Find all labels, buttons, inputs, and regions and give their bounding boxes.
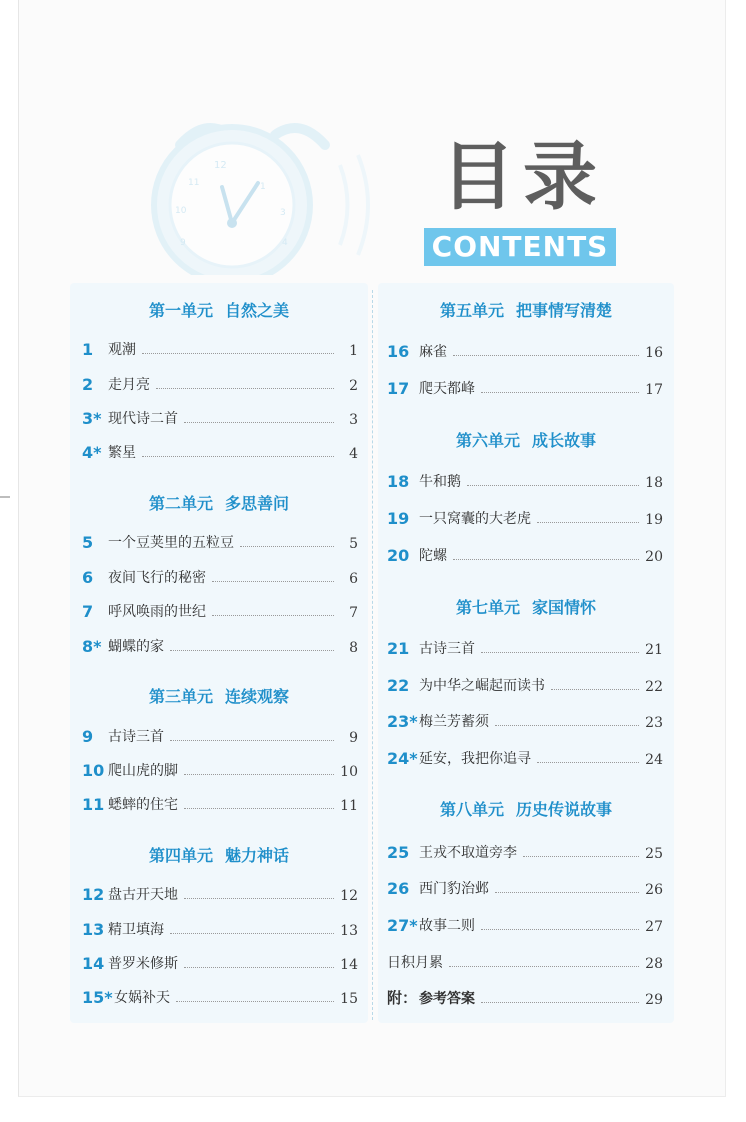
page-number: 11: [340, 798, 358, 814]
lesson-number: 6: [82, 568, 94, 587]
lesson-title: 爬山虎的脚: [108, 763, 178, 779]
toc-entry[interactable]: [82, 372, 358, 394]
lesson-title: 盘古开天地: [108, 887, 178, 903]
page-number: 20: [645, 549, 663, 565]
lesson-number: 24*: [387, 749, 418, 768]
page-edge-mark: [0, 496, 10, 498]
lesson-number: 27*: [387, 916, 418, 935]
unit-heading: [70, 684, 368, 707]
lesson-title: 一只窝囊的大老虎: [419, 511, 531, 527]
page-number: 22: [645, 679, 663, 695]
leader-dots: [212, 581, 334, 582]
lesson-number: 22: [387, 676, 410, 695]
lesson-title: 爬天都峰: [419, 381, 475, 397]
lesson-title: 陀螺: [419, 548, 447, 564]
lesson-title: 梅兰芳蓄须: [419, 714, 489, 730]
leader-dots: [184, 967, 334, 968]
unit-heading: [378, 595, 674, 618]
lesson-number: 1: [82, 340, 94, 359]
leader-dots: [170, 650, 334, 651]
toc-entry[interactable]: [82, 985, 358, 1007]
lesson-title: 普罗米修斯: [108, 956, 178, 972]
toc-entry[interactable]: [387, 339, 663, 361]
lesson-number: 9: [82, 727, 94, 746]
toc-entry[interactable]: [387, 506, 663, 528]
toc-entry[interactable]: [82, 758, 358, 780]
svg-text:4: 4: [282, 238, 288, 248]
page-number: 8: [349, 640, 358, 656]
leader-dots: [142, 456, 334, 457]
lesson-number: 12: [82, 885, 105, 904]
toc-entry[interactable]: [82, 917, 358, 939]
unit-heading: [378, 298, 674, 321]
lesson-number: 23*: [387, 712, 418, 731]
lesson-number: 8*: [82, 637, 102, 656]
lesson-number: 5: [82, 533, 94, 552]
lesson-title: 女娲补天: [114, 990, 170, 1006]
leader-dots: [170, 740, 334, 741]
lesson-title: 参考答案: [419, 991, 476, 1007]
page-number: 10: [340, 764, 358, 780]
leader-dots: [453, 355, 639, 356]
unit-title: 成长故事: [532, 431, 597, 450]
lesson-title: 夜间飞行的秘密: [108, 570, 206, 586]
page-number: 15: [340, 991, 358, 1007]
lesson-number: 15*: [82, 988, 113, 1007]
unit-heading: [70, 843, 368, 866]
page-number: 3: [349, 412, 358, 428]
svg-text:3: 3: [280, 208, 286, 218]
svg-text:12: 12: [214, 160, 227, 171]
unit-label: 第一单元: [148, 301, 213, 320]
svg-text:11: 11: [188, 178, 200, 188]
unit-title: 自然之美: [225, 301, 290, 320]
svg-text:9: 9: [180, 238, 186, 248]
leader-dots: [156, 388, 334, 389]
leader-dots: [184, 808, 334, 809]
unit-label: 第五单元: [439, 301, 504, 320]
lesson-title: 蝴蝶的家: [108, 639, 164, 655]
page-number: 5: [349, 536, 358, 552]
lesson-title: 为中华之崛起而读书: [419, 678, 545, 694]
unit-title: 多思善问: [225, 494, 290, 513]
column-divider: [372, 290, 373, 1020]
lesson-number: 2: [82, 375, 94, 394]
page-number: 17: [645, 382, 663, 398]
page-number: 16: [645, 345, 663, 361]
page-number: 18: [645, 475, 663, 491]
lesson-title: 现代诗二首: [108, 411, 178, 427]
lesson-title: 蟋蟀的住宅: [108, 797, 178, 813]
page-number: 4: [349, 446, 358, 462]
lesson-number: 21: [387, 639, 410, 658]
leader-dots: [523, 856, 639, 857]
leader-dots: [537, 762, 639, 763]
leader-dots: [467, 485, 639, 486]
unit-label: 第三单元: [148, 687, 213, 706]
toc-entry[interactable]: [387, 876, 663, 898]
lesson-title: 西门豹治邺: [419, 881, 489, 897]
leader-dots: [537, 522, 639, 523]
lesson-title: 麻雀: [419, 344, 447, 360]
lesson-number: 25: [387, 843, 410, 862]
toc-entry[interactable]: [387, 746, 663, 768]
leader-dots: [449, 966, 639, 967]
toc-entry[interactable]: [387, 709, 663, 731]
lesson-number: 3*: [82, 409, 102, 428]
unit-title: 连续观察: [225, 687, 290, 706]
lesson-number: 7: [82, 602, 94, 621]
lesson-number: 18: [387, 472, 410, 491]
lesson-title: 精卫填海: [108, 922, 164, 938]
leader-dots: [170, 933, 334, 934]
unit-label: 第七单元: [455, 598, 520, 617]
toc-entry[interactable]: [387, 636, 663, 658]
page-title: 目录: [441, 134, 605, 220]
page-subtitle-banner: CONTENTS: [424, 228, 616, 266]
lesson-number: 26: [387, 879, 410, 898]
toc-entry[interactable]: [82, 599, 358, 621]
toc-entry[interactable]: [387, 913, 663, 935]
lesson-number: 19: [387, 509, 410, 528]
lesson-number: 14: [82, 954, 105, 973]
page-number: 21: [645, 642, 663, 658]
lesson-title: 古诗三首: [419, 641, 475, 657]
page-number: 23: [645, 715, 663, 731]
page-number: 29: [645, 992, 663, 1008]
unit-title: 把事情写清楚: [516, 301, 613, 320]
leader-dots: [481, 652, 639, 653]
lesson-title: 古诗三首: [108, 729, 164, 745]
lesson-number: 17: [387, 379, 410, 398]
leader-dots: [212, 615, 334, 616]
svg-text:1: 1: [260, 182, 266, 192]
leader-dots: [481, 392, 639, 393]
page-number: 25: [645, 846, 663, 862]
page-number: 26: [645, 882, 663, 898]
toc-entry[interactable]: [82, 724, 358, 746]
page-number: 7: [349, 605, 358, 621]
lesson-number: 13: [82, 920, 105, 939]
lesson-number: 16: [387, 342, 410, 361]
toc-entry[interactable]: [82, 634, 358, 656]
lesson-title: 延安，我把你追寻: [419, 751, 531, 767]
page-number: 9: [349, 730, 358, 746]
toc-entry[interactable]: [387, 950, 663, 972]
lesson-title: 牛和鹅: [419, 474, 461, 490]
leader-dots: [184, 774, 334, 775]
svg-text:10: 10: [175, 206, 187, 216]
leader-dots: [453, 559, 639, 560]
lesson-title: 王戎不取道旁李: [419, 845, 517, 861]
toc-entry[interactable]: [82, 951, 358, 973]
page-number: 24: [645, 752, 663, 768]
toc-entry[interactable]: [82, 440, 358, 462]
page-number: 6: [349, 571, 358, 587]
lesson-title: 繁星: [108, 445, 136, 461]
lesson-number: 11: [82, 795, 105, 814]
leader-dots: [184, 898, 334, 899]
leader-dots: [495, 892, 639, 893]
lesson-title: 呼风唤雨的世纪: [108, 604, 206, 620]
toc-entry[interactable]: [387, 840, 663, 862]
unit-heading: [70, 491, 368, 514]
leader-dots: [551, 689, 639, 690]
toc-entry[interactable]: [387, 376, 663, 398]
page-number: 19: [645, 512, 663, 528]
page-number: 2: [349, 378, 358, 394]
unit-label: 第八单元: [439, 800, 504, 819]
toc-entry[interactable]: [387, 986, 663, 1008]
unit-label: 第四单元: [148, 846, 213, 865]
toc-entry[interactable]: [82, 530, 358, 552]
unit-title: 家国情怀: [532, 598, 597, 617]
toc-entry[interactable]: [82, 792, 358, 814]
page-number: 1: [349, 343, 358, 359]
page-number: 27: [645, 919, 663, 935]
lesson-title: 故事二则: [419, 918, 475, 934]
leader-dots: [176, 1001, 334, 1002]
toc-entry[interactable]: [82, 337, 358, 359]
appendix-label: 附：: [387, 989, 418, 1007]
leader-dots: [481, 929, 639, 930]
unit-title: 魅力神话: [225, 846, 290, 865]
lesson-title: 一个豆荚里的五粒豆: [108, 535, 234, 551]
leader-dots: [184, 422, 334, 423]
leader-dots: [481, 1002, 639, 1003]
toc-entry[interactable]: [387, 673, 663, 695]
lesson-number: 10: [82, 761, 105, 780]
toc-entry[interactable]: [387, 543, 663, 565]
lesson-number: 4*: [82, 443, 102, 462]
unit-heading: [378, 428, 674, 451]
leader-dots: [142, 353, 334, 354]
page-number: 13: [340, 923, 358, 939]
page-number: 28: [645, 956, 663, 972]
lesson-title: 日积月累: [387, 955, 443, 971]
page-number: 12: [340, 888, 358, 904]
page-number: 14: [340, 957, 358, 973]
toc-entry[interactable]: [82, 565, 358, 587]
lesson-number: 20: [387, 546, 410, 565]
unit-title: 历史传说故事: [516, 800, 613, 819]
toc-entry[interactable]: [82, 882, 358, 904]
lesson-title: 走月亮: [108, 377, 150, 393]
alarm-clock-illustration: [110, 105, 390, 275]
unit-heading: [70, 298, 368, 321]
toc-entry[interactable]: [82, 406, 358, 428]
lesson-title: 观潮: [108, 342, 136, 358]
toc-entry[interactable]: [387, 469, 663, 491]
unit-label: 第六单元: [455, 431, 520, 450]
leader-dots: [495, 725, 639, 726]
leader-dots: [240, 546, 334, 547]
unit-label: 第二单元: [148, 494, 213, 513]
unit-heading: [378, 797, 674, 820]
